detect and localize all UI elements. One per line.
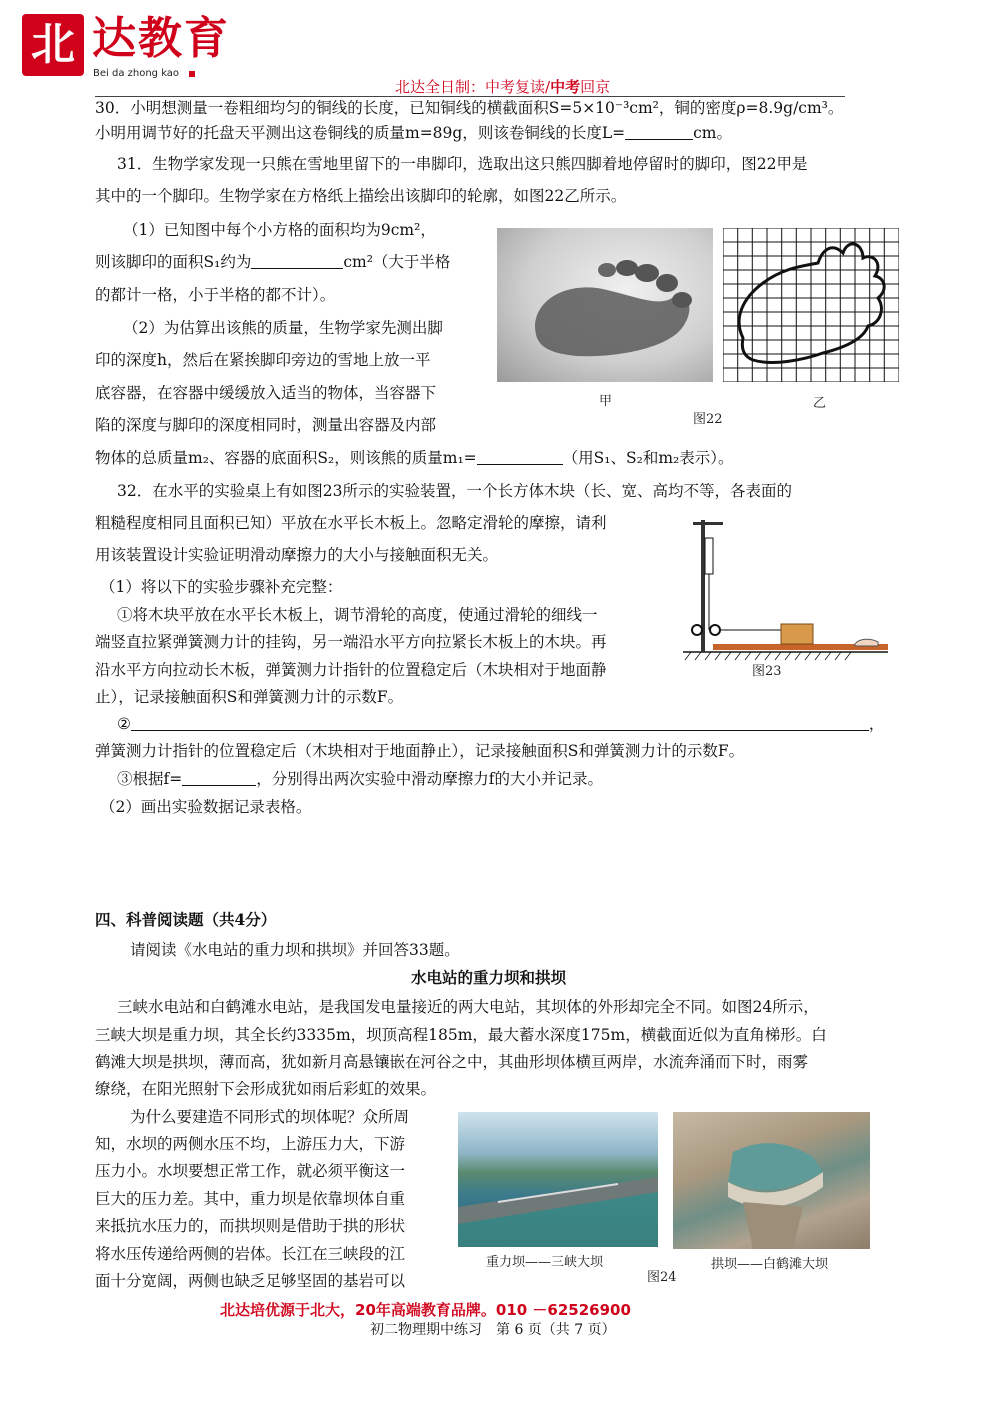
q32-part2: （2）画出实验数据记录表格。 — [100, 798, 312, 816]
q30-line1: 30．小明想测量一卷粗细均匀的铜线的长度，已知铜线的横截面积S=5×10⁻³cm²，铜的密度ρ=8.9g/cm³。 — [95, 99, 844, 117]
q31-p2-l2: 印的深度h，然后在紧挨脚印旁边的雪地上放一平 — [95, 351, 431, 369]
footer-promo: 北达培优源于北大，20年高端教育品牌。010 －62526900 — [220, 1301, 631, 1319]
q31-intro2: 其中的一个脚印。生物学家在方格纸上描绘出该脚印的轮廓，如图22乙所示。 — [95, 187, 627, 205]
fig23-caption: 图23 — [752, 664, 782, 679]
fig22-label-jia: 甲 — [599, 394, 613, 409]
q32-step1-l1: ①将木块平放在水平长木板上，调节滑轮的高度，使通过滑轮的细线一 — [117, 606, 598, 624]
q31-p2-l1: （2）为估算出该熊的质量，生物学家先测出脚 — [123, 319, 443, 337]
article-p2-l5: 来抵抗水压力的，而拱坝则是借助于拱的形状 — [95, 1217, 406, 1235]
fig22-label-yi: 乙 — [813, 396, 827, 411]
footprint-grid-diagram — [723, 228, 899, 382]
logo-subtitle: Bei da zhong kao — [93, 68, 180, 79]
gravity-dam-photo — [458, 1112, 658, 1247]
q31-intro1: 31．生物学家发现一只熊在雪地里留下的一串脚印，选取出这只熊四脚着地停留时的脚印，图22甲是 — [117, 155, 808, 173]
article-p2-l4: 巨大的压力差。其中，重力坝是依靠坝体自重 — [95, 1190, 406, 1208]
q31-p1-l1: （1）已知图中每个小方格的面积均为9cm²， — [123, 221, 436, 239]
q31-p2-l5: 物体的总质量m₂、容器的底面积S₂，则该熊的质量m₁= （用S₁、S₂和m₂表示）。 — [95, 449, 734, 467]
q32-l3: 用该装置设计实验证明滑动摩擦力的大小与接触面积无关。 — [95, 546, 499, 564]
q32-step2-cont: 弹簧测力计指针的位置稳定后（木块相对于地面静止），记录接触面积S和弹簧测力计的示数F。 — [95, 742, 745, 760]
article-p1-l4: 缭绕，在阳光照射下会形成犹如雨后彩虹的效果。 — [95, 1080, 437, 1098]
logo-seal: 北 — [22, 14, 84, 76]
friction-apparatus-diagram — [683, 512, 888, 662]
q31-p1-l2: 则该脚印的面积S₁约为 cm²（大于半格 — [95, 253, 451, 271]
q32-step1-l2: 端竖直拉紧弹簧测力计的挂钩，另一端沿水平方向拉紧长木板上的木块。再 — [95, 633, 607, 651]
fig22-caption: 图22 — [693, 412, 723, 427]
section4-heading: 四、科普阅读题（共4分） — [95, 910, 277, 929]
article-p1-l2: 三峡大坝是重力坝，其全长约3335m，坝顶高程185m，最大蓄水深度175m，横截面近似为直角梯形。白 — [95, 1026, 827, 1044]
article-p2-l1: 为什么要建造不同形式的坝体呢？众所周 — [130, 1108, 410, 1126]
header-rule — [95, 96, 845, 97]
q32-l2: 粗糙程度相同且面积已知）平放在水平长木板上。忽略定滑轮的摩擦，请利 — [95, 514, 607, 532]
q32-step2: ② ， — [117, 715, 885, 733]
q31-p2-l3: 底容器，在容器中缓缓放入适当的物体，当容器下 — [95, 384, 437, 402]
q32-step1-heading: （1）将以下的实验步骤补充完整： — [100, 578, 343, 596]
fig24-caption: 图24 — [647, 1270, 677, 1285]
bear-footprint-photo — [497, 228, 713, 382]
q31-p2-l4: 陷的深度与脚印的深度相同时，测量出容器及内部 — [95, 416, 437, 434]
article-p1-l1: 三峡水电站和白鹤滩水电站，是我国发电量接近的两大电站，其坝体的外形却完全不同。如图24所示， — [117, 998, 819, 1016]
logo-name: 达教育 — [92, 13, 230, 64]
q32-step3: ③根据f= ，分别得出两次实验中滑动摩擦力f的大小并记录。 — [117, 770, 603, 788]
header-banner: 北达全日制：中考复读/中考回京 — [395, 78, 611, 96]
fig24-caption-arch: 拱坝——白鹤滩大坝 — [711, 1257, 829, 1272]
article-p2-l6: 将水压传递给两侧的岩体。长江在三峡段的江 — [95, 1245, 406, 1263]
q32-l1: 32．在水平的实验桌上有如图23所示的实验装置，一个长方体木块（长、宽、高均不等，各表面的 — [117, 482, 792, 500]
section4-instruction: 请阅读《水电站的重力坝和拱坝》并回答33题。 — [130, 941, 460, 959]
fig24-caption-gravity: 重力坝——三峡大坝 — [486, 1255, 604, 1270]
article-p1-l3: 鹤滩大坝是拱坝，薄而高，犹如新月高悬镶嵌在河谷之中，其曲形坝体横亘两岸，水流奔涌而下时，雨雾 — [95, 1053, 809, 1071]
q32-step1-l4: 止），记录接触面积S和弹簧测力计的示数F。 — [95, 688, 404, 706]
logo-square-icon — [189, 71, 195, 77]
q30-line2: 小明用调节好的托盘天平测出这卷铜线的质量m=89g，则该卷铜线的长度L= cm。 — [95, 124, 733, 142]
article-p2-l7: 面十分宽阔，两侧也缺乏足够坚固的基岩可以 — [95, 1272, 406, 1290]
footer-page-number: 初二物理期中练习 第 6 页（共 7 页） — [370, 1322, 616, 1338]
article-p2-l2: 知，水坝的两侧水压不均，上游压力大，下游 — [95, 1135, 406, 1153]
q31-p1-l3: 的都计一格，小于半格的都不计）。 — [95, 286, 336, 304]
q32-step1-l3: 沿水平方向拉动长木板，弹簧测力计指针的位置稳定后（木块相对于地面静 — [95, 661, 607, 679]
article-title: 水电站的重力坝和拱坝 — [411, 969, 567, 987]
article-p2-l3: 压力小。水坝要想正常工作，就必须平衡这一 — [95, 1162, 406, 1180]
arch-dam-photo — [673, 1112, 870, 1249]
